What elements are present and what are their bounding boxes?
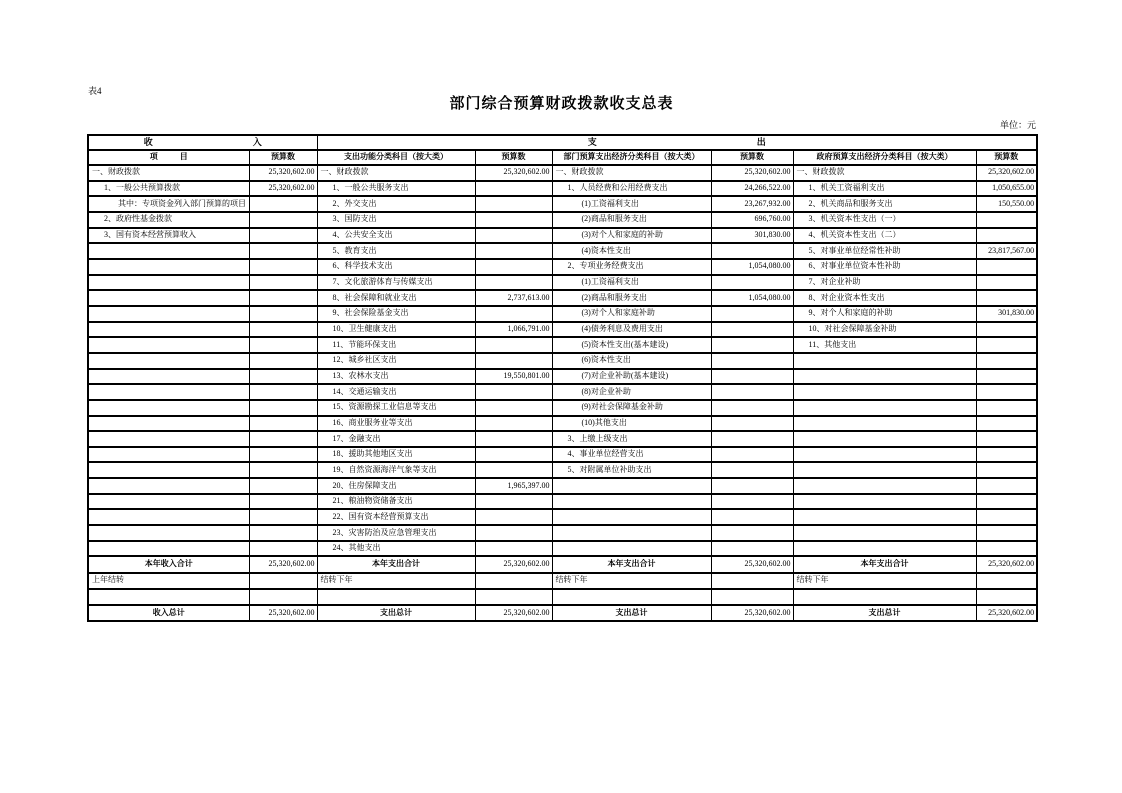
- income-value-cell: [249, 322, 317, 338]
- dept-value-cell: [711, 509, 793, 525]
- gov-item-cell: 11、其他支出: [793, 337, 976, 353]
- dept-value-cell: 696,760.00: [711, 212, 793, 228]
- func-value-cell: 1,066,791.00: [475, 322, 552, 338]
- gov-value-cell: 301,830.00: [976, 306, 1037, 322]
- income-value-cell: [249, 290, 317, 306]
- gov-value-cell: 25,320,602.00: [976, 165, 1037, 181]
- dept-value-cell: [711, 416, 793, 432]
- expense-char-2: 出: [756, 136, 766, 147]
- dept-value-cell: [711, 478, 793, 494]
- gov-item-cell: 7、对企业补助: [793, 275, 976, 291]
- func-value-cell: [475, 541, 552, 557]
- income-item-cell: [88, 509, 249, 525]
- func-value-cell: [475, 243, 552, 259]
- col-header-budget-func: 预算数: [475, 150, 552, 165]
- gov-item-cell: 2、机关商品和服务支出: [793, 196, 976, 212]
- dept-item-cell: (3)对个人和家庭的补助: [552, 228, 711, 244]
- income-value-cell: [249, 400, 317, 416]
- dept-carryover-label: 结转下年: [552, 573, 711, 589]
- gov-carryover-value: [976, 573, 1037, 589]
- func-value-cell: [475, 462, 552, 478]
- func-item-cell: 18、援助其他地区支出: [317, 447, 475, 463]
- gov-item-cell: 8、对企业资本性支出: [793, 290, 976, 306]
- income-carryover-label: 上年结转: [88, 573, 249, 589]
- gov-total-value: 25,320,602.00: [976, 605, 1037, 621]
- income-char-1: 收: [143, 136, 153, 147]
- gov-value-cell: [976, 525, 1037, 541]
- table-row: [88, 181, 1037, 197]
- total-row: [88, 605, 1037, 621]
- func-item-cell: 12、城乡社区支出: [317, 353, 475, 369]
- income-value-cell: [249, 228, 317, 244]
- gov-value-cell: [976, 212, 1037, 228]
- dept-value-cell: [711, 384, 793, 400]
- expense-group-header: [317, 135, 1037, 150]
- dept-carryover-value: [711, 573, 793, 589]
- gov-value-cell: [976, 384, 1037, 400]
- col-header-budget-gov: 预算数: [976, 150, 1037, 165]
- func-item-cell: 7、文化旅游体育与传媒支出: [317, 275, 475, 291]
- page-title: 部门综合预算财政拨款收支总表: [449, 96, 674, 112]
- func-item-cell: 3、国防支出: [317, 212, 475, 228]
- income-value-cell: [249, 509, 317, 525]
- income-item-cell: 其中：专项资金列入部门预算的项目: [88, 196, 249, 212]
- income-item-cell: [88, 384, 249, 400]
- gov-item-cell: [793, 400, 976, 416]
- func-item-cell: 14、交通运输支出: [317, 384, 475, 400]
- func-value-cell: 1,965,397.00: [475, 478, 552, 494]
- gov-value-cell: [976, 509, 1037, 525]
- dept-value-cell: [711, 525, 793, 541]
- dept-item-cell: (6)资本性支出: [552, 353, 711, 369]
- gov-value-cell: 150,550.00: [976, 196, 1037, 212]
- func-item-cell: 13、农林水支出: [317, 369, 475, 385]
- gov-value-cell: 23,817,567.00: [976, 243, 1037, 259]
- income-item-cell: 3、国有资本经营预算收入: [88, 228, 249, 244]
- gov-subtotal-label: 本年支出合计: [793, 556, 976, 572]
- table-row: [88, 369, 1037, 385]
- dept-value-cell: 23,267,932.00: [711, 196, 793, 212]
- income-value-cell: [249, 337, 317, 353]
- func-item-cell: 20、住房保障支出: [317, 478, 475, 494]
- table-row: [88, 259, 1037, 275]
- column-header-row: [88, 150, 1037, 165]
- item-char-2: 目: [179, 152, 188, 162]
- unit-note: 单位：元: [999, 120, 1036, 130]
- income-item-cell: [88, 243, 249, 259]
- gov-value-cell: [976, 541, 1037, 557]
- func-value-cell: [475, 509, 552, 525]
- income-subtotal-label: 本年收入合计: [88, 556, 249, 572]
- func-item-cell: 24、其他支出: [317, 541, 475, 557]
- income-value-cell: [249, 353, 317, 369]
- income-item-cell: [88, 353, 249, 369]
- income-total-value: 25,320,602.00: [249, 605, 317, 621]
- dept-value-cell: [711, 337, 793, 353]
- dept-item-cell: [552, 494, 711, 510]
- func-value-cell: [475, 228, 552, 244]
- func-carryover-value: [475, 573, 552, 589]
- func-value-cell: 2,737,613.00: [475, 290, 552, 306]
- dept-item-cell: (10)其他支出: [552, 416, 711, 432]
- income-group-header: [88, 135, 317, 150]
- gov-total-label: 支出总计: [793, 605, 976, 621]
- income-value-cell: [249, 259, 317, 275]
- gov-item-cell: [793, 369, 976, 385]
- gov-value-cell: [976, 416, 1037, 432]
- income-item-cell: [88, 525, 249, 541]
- func-item-cell: 2、外交支出: [317, 196, 475, 212]
- dept-value-cell: [711, 306, 793, 322]
- income-value-cell: [249, 212, 317, 228]
- table-row: [88, 462, 1037, 478]
- dept-item-cell: (2)商品和服务支出: [552, 290, 711, 306]
- col-header-budget-dept: 预算数: [711, 150, 793, 165]
- func-item-cell: 10、卫生健康支出: [317, 322, 475, 338]
- income-item-cell: [88, 462, 249, 478]
- gov-value-cell: [976, 447, 1037, 463]
- func-value-cell: [475, 384, 552, 400]
- dept-item-cell: (3)对个人和家庭补助: [552, 306, 711, 322]
- gov-value-cell: [976, 275, 1037, 291]
- gov-value-cell: [976, 337, 1037, 353]
- budget-table: [87, 134, 1038, 622]
- func-item-cell: 11、节能环保支出: [317, 337, 475, 353]
- income-value-cell: [249, 478, 317, 494]
- func-value-cell: [475, 494, 552, 510]
- gov-value-cell: [976, 290, 1037, 306]
- table-row: [88, 275, 1037, 291]
- dept-item-cell: [552, 478, 711, 494]
- table-label: 表4: [88, 86, 102, 96]
- gov-value-cell: [976, 494, 1037, 510]
- expense-char-1: 支: [587, 136, 597, 147]
- table-row: [88, 400, 1037, 416]
- income-item-cell: [88, 322, 249, 338]
- table-row: [88, 525, 1037, 541]
- gov-value-cell: [976, 228, 1037, 244]
- dept-value-cell: [711, 400, 793, 416]
- income-value-cell: [249, 494, 317, 510]
- income-item-cell: [88, 259, 249, 275]
- func-value-cell: 25,320,602.00: [475, 165, 552, 181]
- dept-value-cell: 301,830.00: [711, 228, 793, 244]
- income-char-2: 入: [252, 136, 262, 147]
- table-row: [88, 447, 1037, 463]
- table-row: [88, 165, 1037, 181]
- table-row: [88, 212, 1037, 228]
- gov-value-cell: [976, 462, 1037, 478]
- gov-item-cell: [793, 478, 976, 494]
- table-row: [88, 196, 1037, 212]
- income-value-cell: 25,320,602.00: [249, 181, 317, 197]
- gov-value-cell: [976, 478, 1037, 494]
- income-subtotal-value: 25,320,602.00: [249, 556, 317, 572]
- func-value-cell: [475, 181, 552, 197]
- gov-item-cell: [793, 384, 976, 400]
- func-item-cell: 8、社会保障和就业支出: [317, 290, 475, 306]
- dept-subtotal-label: 本年支出合计: [552, 556, 711, 572]
- table-row: [88, 306, 1037, 322]
- dept-value-cell: 24,266,522.00: [711, 181, 793, 197]
- dept-value-cell: [711, 243, 793, 259]
- income-item-cell: [88, 369, 249, 385]
- table-row: [88, 541, 1037, 557]
- func-value-cell: [475, 259, 552, 275]
- gov-item-cell: [793, 541, 976, 557]
- dept-item-cell: (4)资本性支出: [552, 243, 711, 259]
- func-value-cell: [475, 431, 552, 447]
- table-row: [88, 243, 1037, 259]
- gov-item-cell: [793, 494, 976, 510]
- income-value-cell: [249, 541, 317, 557]
- spacer-row: [88, 589, 1037, 605]
- income-item-cell: [88, 275, 249, 291]
- func-value-cell: [475, 400, 552, 416]
- gov-item-cell: 1、机关工资福利支出: [793, 181, 976, 197]
- func-item-cell: 15、资源勘探工业信息等支出: [317, 400, 475, 416]
- income-value-cell: [249, 431, 317, 447]
- dept-value-cell: [711, 353, 793, 369]
- table-row: [88, 478, 1037, 494]
- gov-value-cell: [976, 322, 1037, 338]
- func-item-cell: 1、一般公共服务支出: [317, 181, 475, 197]
- gov-subtotal-value: 25,320,602.00: [976, 556, 1037, 572]
- income-value-cell: [249, 306, 317, 322]
- gov-item-cell: 6、对事业单位资本性补助: [793, 259, 976, 275]
- gov-item-cell: 4、机关资本性支出（二）: [793, 228, 976, 244]
- dept-item-cell: (2)商品和服务支出: [552, 212, 711, 228]
- dept-item-cell: 2、专项业务经费支出: [552, 259, 711, 275]
- func-item-cell: 21、粮油物资储备支出: [317, 494, 475, 510]
- gov-value-cell: [976, 400, 1037, 416]
- dept-item-cell: (9)对社会保障基金补助: [552, 400, 711, 416]
- table-row: [88, 384, 1037, 400]
- subtotal-row: [88, 556, 1037, 572]
- dept-value-cell: [711, 275, 793, 291]
- income-item-cell: [88, 306, 249, 322]
- dept-value-cell: 1,054,080.00: [711, 290, 793, 306]
- dept-item-cell: [552, 509, 711, 525]
- func-value-cell: [475, 275, 552, 291]
- income-value-cell: [249, 384, 317, 400]
- dept-subtotal-value: 25,320,602.00: [711, 556, 793, 572]
- dept-value-cell: [711, 541, 793, 557]
- dept-total-value: 25,320,602.00: [711, 605, 793, 621]
- func-item-cell: 4、公共安全支出: [317, 228, 475, 244]
- gov-item-cell: 一、财政拨款: [793, 165, 976, 181]
- income-item-cell: [88, 478, 249, 494]
- gov-item-cell: [793, 431, 976, 447]
- income-value-cell: [249, 275, 317, 291]
- func-carryover-label: 结转下年: [317, 573, 475, 589]
- func-subtotal-value: 25,320,602.00: [475, 556, 552, 572]
- income-item-cell: [88, 447, 249, 463]
- table-row: [88, 322, 1037, 338]
- income-value-cell: [249, 462, 317, 478]
- func-item-cell: 22、国有资本经营预算支出: [317, 509, 475, 525]
- dept-item-cell: (1)工资福利支出: [552, 275, 711, 291]
- income-item-cell: 1、一般公共预算拨款: [88, 181, 249, 197]
- dept-value-cell: [711, 369, 793, 385]
- func-value-cell: [475, 212, 552, 228]
- gov-value-cell: 1,050,655.00: [976, 181, 1037, 197]
- col-header-func: 支出功能分类科目（按大类）: [317, 150, 475, 165]
- func-value-cell: [475, 196, 552, 212]
- gov-item-cell: [793, 462, 976, 478]
- gov-item-cell: [793, 447, 976, 463]
- func-value-cell: [475, 416, 552, 432]
- gov-item-cell: [793, 525, 976, 541]
- dept-value-cell: [711, 322, 793, 338]
- gov-item-cell: 5、对事业单位经常性补助: [793, 243, 976, 259]
- income-item-cell: [88, 290, 249, 306]
- gov-item-cell: 3、机关资本性支出（一）: [793, 212, 976, 228]
- gov-value-cell: [976, 259, 1037, 275]
- dept-item-cell: (4)债务利息及费用支出: [552, 322, 711, 338]
- table-row: [88, 337, 1037, 353]
- gov-value-cell: [976, 369, 1037, 385]
- col-header-dept: 部门预算支出经济分类科目（按大类）: [552, 150, 711, 165]
- table-row: [88, 416, 1037, 432]
- income-item-cell: [88, 416, 249, 432]
- table-row: [88, 431, 1037, 447]
- income-value-cell: [249, 416, 317, 432]
- income-value-cell: [249, 196, 317, 212]
- func-total-label: 支出总计: [317, 605, 475, 621]
- gov-item-cell: 9、对个人和家庭的补助: [793, 306, 976, 322]
- carryover-row: [88, 573, 1037, 589]
- gov-item-cell: [793, 509, 976, 525]
- income-value-cell: 25,320,602.00: [249, 165, 317, 181]
- gov-item-cell: [793, 353, 976, 369]
- table-row: [88, 353, 1037, 369]
- func-item-cell: 9、社会保险基金支出: [317, 306, 475, 322]
- func-item-cell: 17、金融支出: [317, 431, 475, 447]
- gov-item-cell: [793, 416, 976, 432]
- income-item-cell: 一、财政拨款: [88, 165, 249, 181]
- table-row: [88, 509, 1037, 525]
- income-value-cell: [249, 447, 317, 463]
- dept-item-cell: 4、事业单位经营支出: [552, 447, 711, 463]
- func-item-cell: 19、自然资源海洋气象等支出: [317, 462, 475, 478]
- dept-item-cell: (5)资本性支出(基本建设): [552, 337, 711, 353]
- dept-item-cell: 3、上缴上级支出: [552, 431, 711, 447]
- dept-item-cell: (1)工资福利支出: [552, 196, 711, 212]
- func-value-cell: 19,550,801.00: [475, 369, 552, 385]
- dept-value-cell: [711, 462, 793, 478]
- income-item-cell: [88, 337, 249, 353]
- gov-carryover-label: 结转下年: [793, 573, 976, 589]
- table-row: [88, 228, 1037, 244]
- dept-item-cell: 一、财政拨款: [552, 165, 711, 181]
- func-item-cell: 5、教育支出: [317, 243, 475, 259]
- func-value-cell: [475, 353, 552, 369]
- func-subtotal-label: 本年支出合计: [317, 556, 475, 572]
- func-total-value: 25,320,602.00: [475, 605, 552, 621]
- dept-item-cell: 5、对附属单位补助支出: [552, 462, 711, 478]
- func-value-cell: [475, 525, 552, 541]
- dept-value-cell: 25,320,602.00: [711, 165, 793, 181]
- func-item-cell: 6、科学技术支出: [317, 259, 475, 275]
- func-item-cell: 16、商业服务业等支出: [317, 416, 475, 432]
- group-header-row: [88, 135, 1037, 150]
- dept-value-cell: [711, 447, 793, 463]
- func-value-cell: [475, 337, 552, 353]
- dept-value-cell: 1,054,080.00: [711, 259, 793, 275]
- dept-item-cell: (7)对企业补助(基本建设): [552, 369, 711, 385]
- gov-value-cell: [976, 431, 1037, 447]
- income-item-cell: 2、政府性基金拨款: [88, 212, 249, 228]
- dept-value-cell: [711, 494, 793, 510]
- income-value-cell: [249, 369, 317, 385]
- dept-value-cell: [711, 431, 793, 447]
- func-value-cell: [475, 447, 552, 463]
- dept-item-cell: 1、人员经费和公用经费支出: [552, 181, 711, 197]
- dept-item-cell: [552, 541, 711, 557]
- income-value-cell: [249, 525, 317, 541]
- income-item-cell: [88, 431, 249, 447]
- income-item-cell: [88, 541, 249, 557]
- func-item-cell: 一、财政拨款: [317, 165, 475, 181]
- item-char-1: 项: [149, 152, 158, 162]
- func-item-cell: 23、灾害防治及应急管理支出: [317, 525, 475, 541]
- table-row: [88, 494, 1037, 510]
- income-total-label: 收入总计: [88, 605, 249, 621]
- func-value-cell: [475, 306, 552, 322]
- dept-total-label: 支出总计: [552, 605, 711, 621]
- col-header-gov: 政府预算支出经济分类科目（按大类）: [793, 150, 976, 165]
- col-header-item: [88, 150, 249, 165]
- income-item-cell: [88, 494, 249, 510]
- gov-value-cell: [976, 353, 1037, 369]
- col-header-budget-income: 预算数: [249, 150, 317, 165]
- gov-item-cell: 10、对社会保障基金补助: [793, 322, 976, 338]
- income-item-cell: [88, 400, 249, 416]
- dept-item-cell: [552, 525, 711, 541]
- table-row: [88, 290, 1037, 306]
- income-carryover-value: [249, 573, 317, 589]
- income-value-cell: [249, 243, 317, 259]
- dept-item-cell: (8)对企业补助: [552, 384, 711, 400]
